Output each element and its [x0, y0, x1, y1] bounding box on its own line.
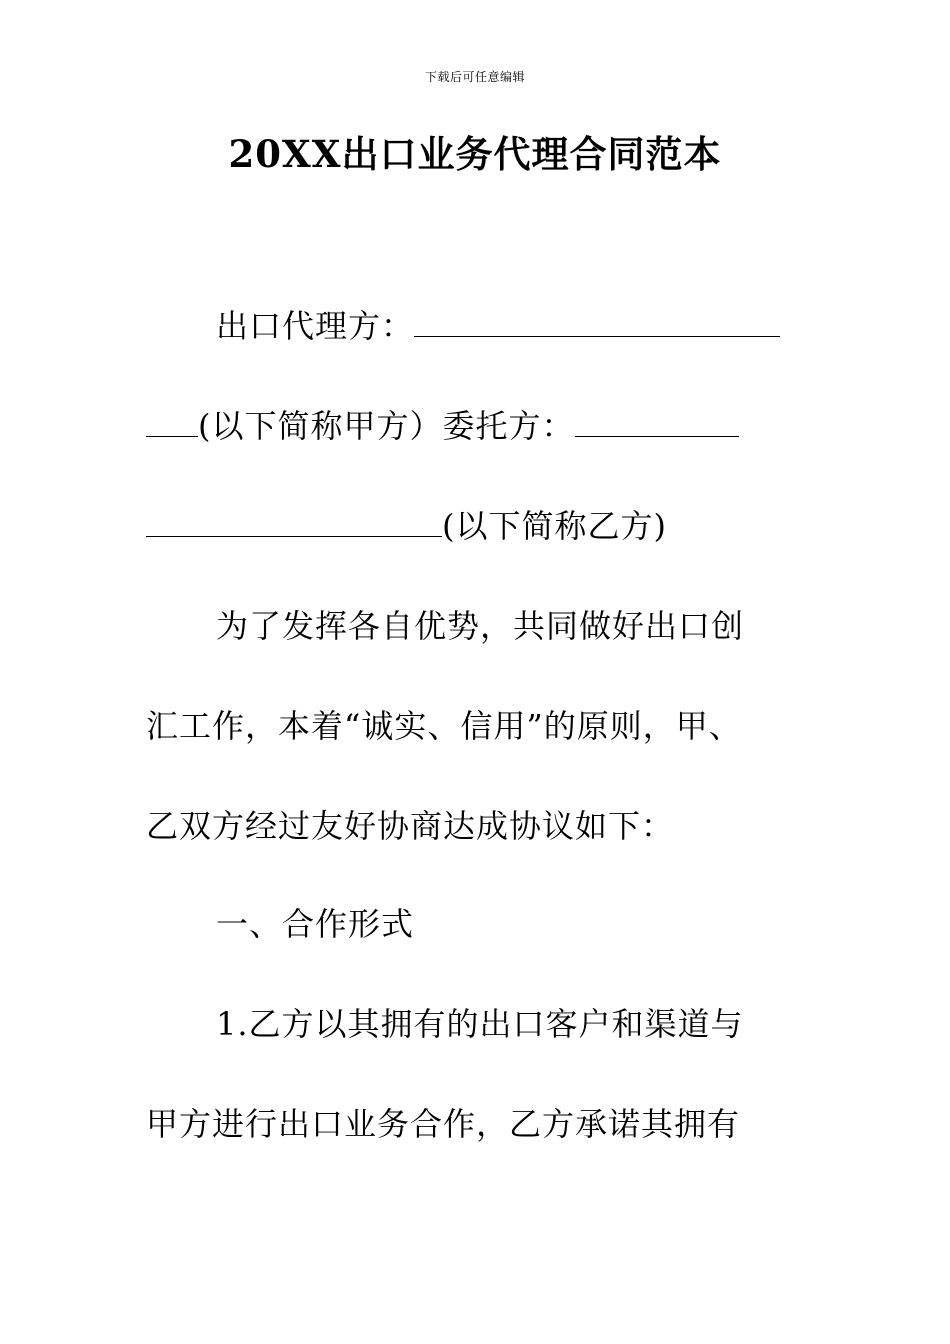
agent-label: 出口代理方：	[216, 307, 415, 345]
header-note: 下载后可任意编辑	[424, 70, 525, 84]
section-heading: 一、合作形式	[216, 905, 415, 943]
paragraph-line-agent	[216, 304, 876, 348]
paragraph-line-principal-cont	[146, 504, 806, 548]
paragraph-line: 为了发挥各自优势，共同做好出口创	[216, 607, 745, 645]
paragraph-line-principal	[146, 404, 806, 448]
principal-blank-field[interactable]	[575, 406, 739, 437]
paragraph-line: 汇工作，本着“诚实、信用”的原则，甲、	[146, 707, 742, 745]
agent-blank-continuation[interactable]	[146, 406, 198, 437]
principal-blank-continuation[interactable]	[146, 506, 442, 537]
principal-label: (以下简称甲方）委托方：	[198, 407, 575, 445]
principal-suffix: (以下简称乙方)	[442, 507, 667, 545]
agent-blank-field[interactable]	[414, 306, 780, 337]
paragraph-line: 1.乙方以其拥有的出口客户和渠道与	[216, 1005, 744, 1043]
document-title: 20XX出口业务代理合同范本	[228, 132, 722, 176]
paragraph-line: 乙双方经过友好协商达成协议如下：	[146, 807, 675, 845]
paragraph-line: 甲方进行出口业务合作，乙方承诺其拥有	[146, 1105, 741, 1143]
